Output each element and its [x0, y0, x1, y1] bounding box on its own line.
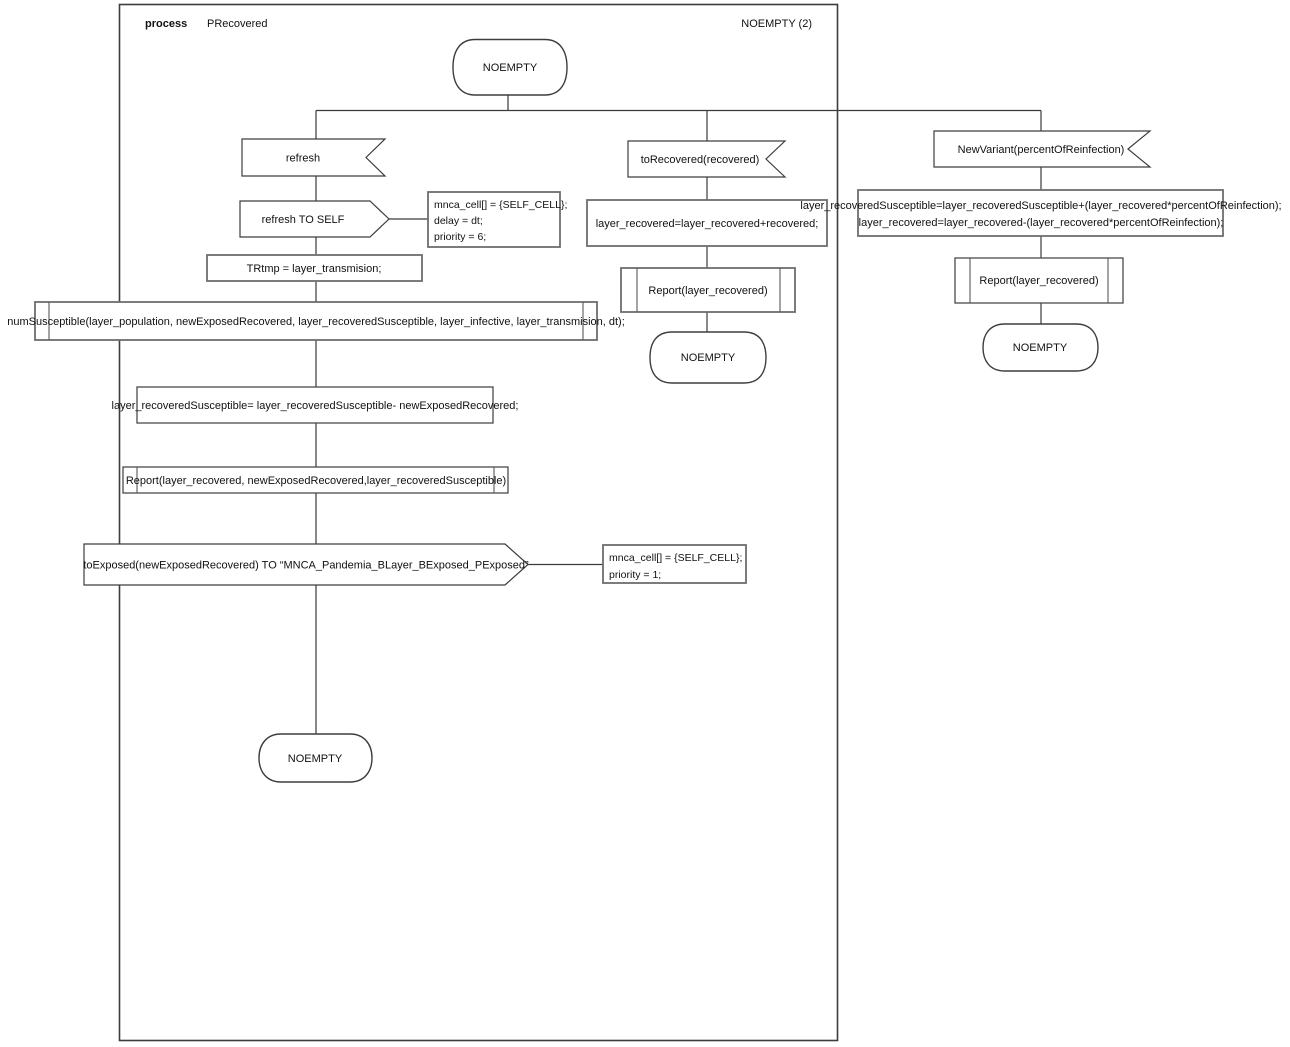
task-reinfection[interactable]: [800, 190, 1281, 236]
comment-line: mnca_cell[] = {SELF_CELL};: [434, 199, 568, 211]
receive-newvariant[interactable]: [934, 131, 1150, 167]
procedure-report-middle[interactable]: [621, 268, 795, 312]
end-state-noempty-middle[interactable]: [650, 332, 766, 383]
comment-line: priority = 1;: [609, 569, 662, 581]
state-label: NOEMPTY: [482, 62, 538, 74]
comment-line: mnca_cell[] = {SELF_CELL};: [609, 552, 743, 564]
send-toexposed[interactable]: [83, 544, 529, 585]
send-refresh-to-self[interactable]: [240, 201, 389, 237]
comment-line: delay = dt;: [434, 215, 483, 227]
state-label: NOEMPTY: [1012, 342, 1068, 354]
task-label: layer_recoveredSusceptible= layer_recoveredSusceptible- newExposedRecovered;: [111, 400, 519, 412]
procedure-report-right[interactable]: [955, 258, 1123, 303]
procedure-label: Report(layer_recovered): [979, 275, 1099, 287]
procedure-numsusceptible[interactable]: [7, 302, 625, 340]
procedure-label: Report(layer_recovered): [648, 285, 768, 297]
state-label: NOEMPTY: [680, 352, 736, 364]
task-label: layer_recoveredSusceptible=layer_recoveredSusceptible+(layer_recovered*percentOfReinfection);: [800, 200, 1282, 212]
task-label: TRtmp = layer_transmision;: [246, 263, 382, 275]
receive-label: NewVariant(percentOfReinfection): [957, 144, 1125, 156]
state-label: NOEMPTY: [287, 753, 343, 765]
procedure-report-left[interactable]: [123, 467, 508, 493]
task-recovered-susceptible[interactable]: [112, 387, 519, 423]
receive-refresh[interactable]: [242, 139, 385, 176]
comment-send-self[interactable]: [428, 192, 567, 247]
receive-label: refresh: [285, 152, 321, 165]
process-keyword-label: process: [145, 18, 188, 30]
comment-line: priority = 6;: [434, 231, 487, 243]
end-state-noempty-left[interactable]: [259, 734, 372, 782]
receive-label: toRecovered(recovered): [640, 154, 760, 166]
task-label: layer_recovered=layer_recovered+recovered;: [595, 218, 819, 230]
receive-torecovered[interactable]: [628, 141, 785, 177]
procedure-label: Report(layer_recovered, newExposedRecovered,layer_recoveredSusceptible): [125, 475, 507, 487]
end-state-noempty-right[interactable]: [983, 324, 1098, 371]
task-box: [858, 190, 1223, 236]
task-label: layer_recovered=layer_recovered-(layer_recovered*percentOfReinfection);: [858, 217, 1224, 229]
comment-toexposed[interactable]: [603, 545, 746, 583]
task-layer-recovered[interactable]: [587, 200, 827, 246]
send-label: refresh TO SELF: [261, 214, 345, 226]
start-state-noempty[interactable]: [453, 40, 567, 96]
send-label: toExposed(newExposedRecovered) TO “MNCA_Pandemia_BLayer_BExposed_PExposed”: [83, 559, 529, 572]
frame-state-summary-label: NOEMPTY (2): [741, 18, 812, 30]
procedure-label: numSusceptible(layer_population, newExposedRecovered, layer_recoveredSusceptible, layer_infective, layer_transmision, dt);: [7, 316, 625, 328]
task-trtmp[interactable]: [207, 255, 422, 281]
process-name-label: PRecovered: [207, 18, 268, 30]
